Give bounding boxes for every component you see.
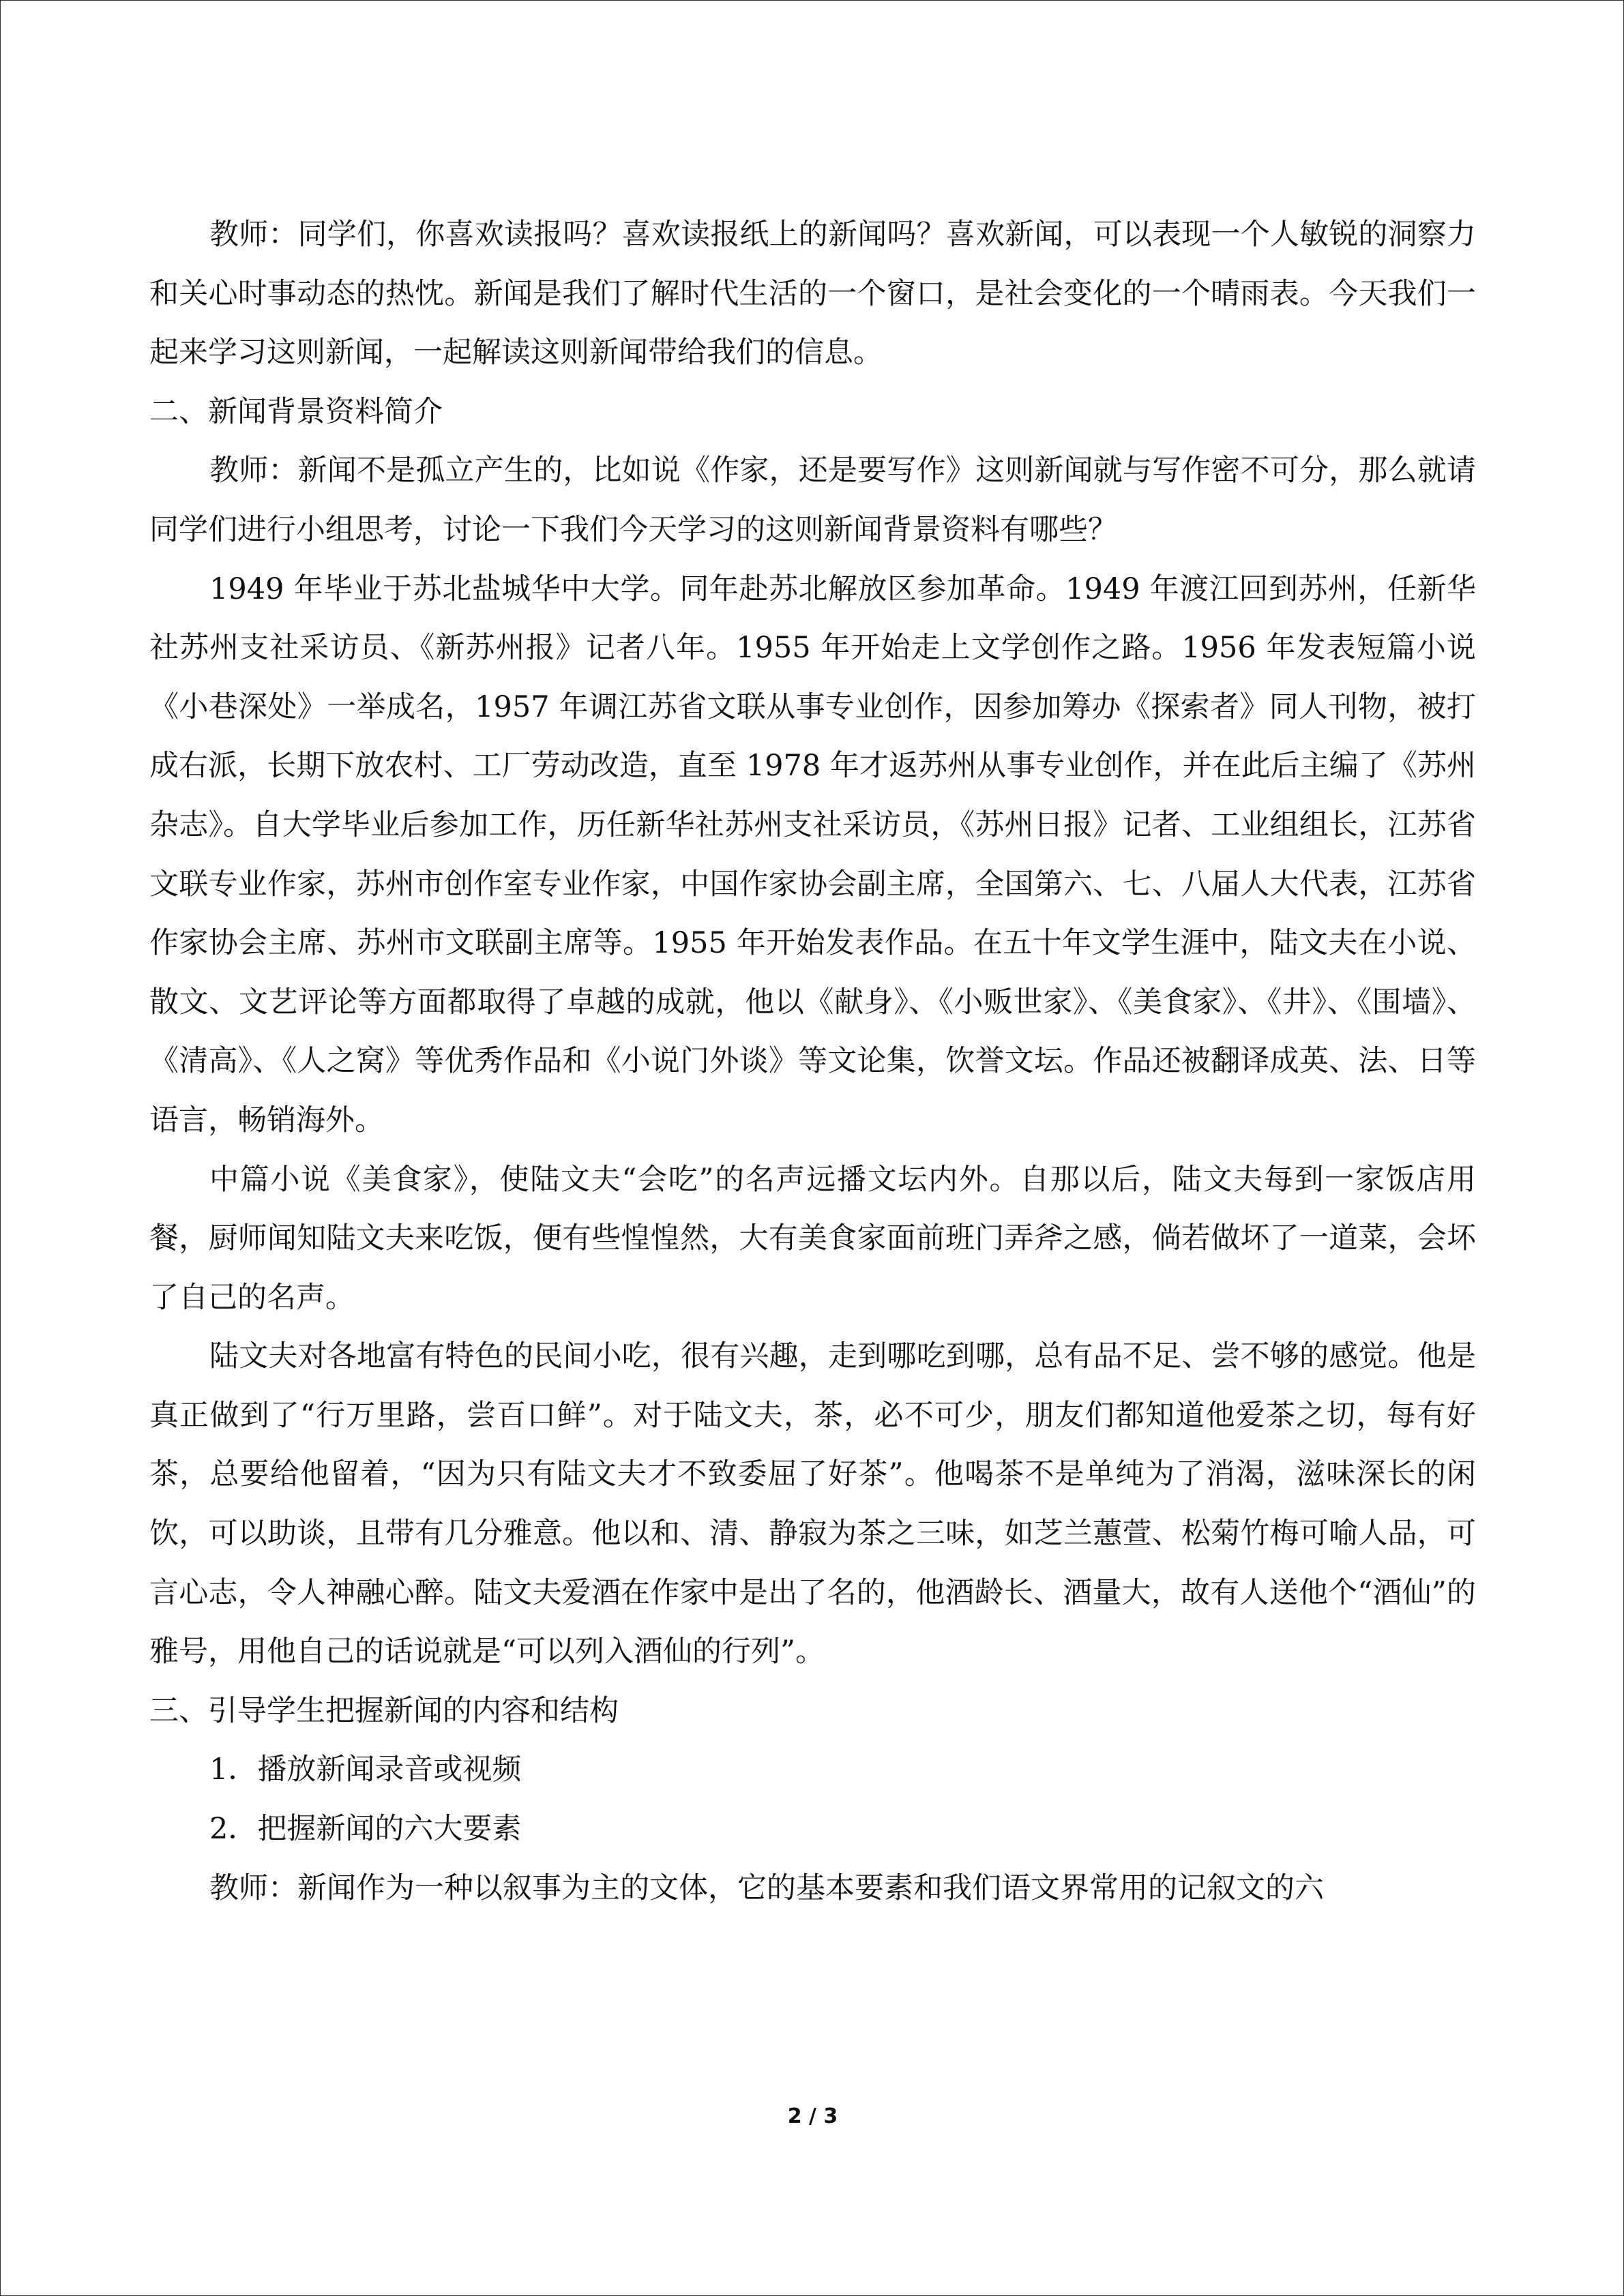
list-item-six-elements: 2．把握新闻的六大要素 xyxy=(209,1812,522,1847)
page-number: 2 / 3 xyxy=(787,2104,838,2128)
paragraph-gourmet-novel: 中篇小说《美食家》，使陆文夫“会吃”的名声远播文坛内外。自那以后，陆文夫每到一家饭店用餐，厨师闻知陆文夫来吃饭，便有些惶惶然，大有美食家面前班门弄斧之感，倘若做坏了一道菜，会坏了自己的名声。 xyxy=(149,1162,1476,1315)
section-heading-background: 二、新闻背景资料简介 xyxy=(149,394,443,429)
list-item-play-recording: 1．播放新闻录音或视频 xyxy=(209,1753,522,1787)
paragraph-author-biography: 1949 年毕业于苏北盐城华中大学。同年赴苏北解放区参加革命。1949 年渡江回到苏州，任新华社苏州支社采访员、《新苏州报》记者八年。1955 年开始走上文学创作之路。1956 年发表短篇小说《小巷深处》一举成名，1957 年调江苏省文联从事专业创作，因参加筹办《探索者》同人刊物，被打成右派，长期下放农村、工厂劳动改造，直至 1978 年才返苏州从事专业创作，并在此后主编了《苏州杂志》。自大学毕业后参加工作，历任新华社苏州支社采访员，《苏州日报》记者、工业组组长，江苏省文联专业作家，苏州市创作室专业作家，中国作家协会副主席，全国第六、七、八届人大代表，江苏省作家协会主席、苏州市文联副主席等。1955 年开始发表作品。在五十年文学生涯中，陆文夫在小说、散文、文艺评论等方面都取得了卓越的成就，他以《献身》、《小贩世家》、《美食家》、《井》、《围墙》、《清高》、《人之窝》等优秀作品和《小说门外谈》等文论集，饮誉文坛。作品还被翻译成英、法、日等语言，畅销海外。 xyxy=(149,571,1476,1137)
paragraph-teacher-background: 教师：新闻不是孤立产生的，比如说《作家，还是要写作》这则新闻就与写作密不可分，那么就请同学们进行小组思考，讨论一下我们今天学习的这则新闻背景资料有哪些？ xyxy=(149,453,1476,547)
paragraph-teacher-elements: 教师：新闻作为一种以叙事为主的文体，它的基本要素和我们语文界常用的记叙文的六 xyxy=(209,1870,1324,1905)
document-body xyxy=(149,205,1476,1918)
paragraph-teacher-intro: 教师：同学们，你喜欢读报吗？喜欢读报纸上的新闻吗？喜欢新闻，可以表现一个人敏锐的洞察力和关心时事动态的热忱。新闻是我们了解时代生活的一个窗口，是社会变化的一个晴雨表。今天我们一起来学习这则新闻，一起解读这则新闻带给我们的信息。 xyxy=(149,218,1476,370)
section-heading-content-structure: 三、引导学生把握新闻的内容和结构 xyxy=(149,1693,619,1728)
paragraph-tea-and-wine: 陆文夫对各地富有特色的民间小吃，很有兴趣，走到哪吃到哪，总有品不足、尝不够的感觉。他是真正做到了“行万里路，尝百口鲜”。对于陆文夫，茶，必不可少，朋友们都知道他爱茶之切，每有好茶，总要给他留着，“因为只有陆文夫才不致委屈了好茶”。他喝茶不是单纯为了消渴，滋味深长的闲饮，可以助谈，且带有几分雅意。他以和、清、静寂为茶之三味，如芝兰蕙萱、松菊竹梅可喻人品，可言心志，令人神融心醉。陆文夫爱酒在作家中是出了名的，他酒龄长、酒量大，故有人送他个“酒仙”的雅号，用他自己的话说就是“可以列入酒仙的行列”。 xyxy=(149,1339,1476,1669)
